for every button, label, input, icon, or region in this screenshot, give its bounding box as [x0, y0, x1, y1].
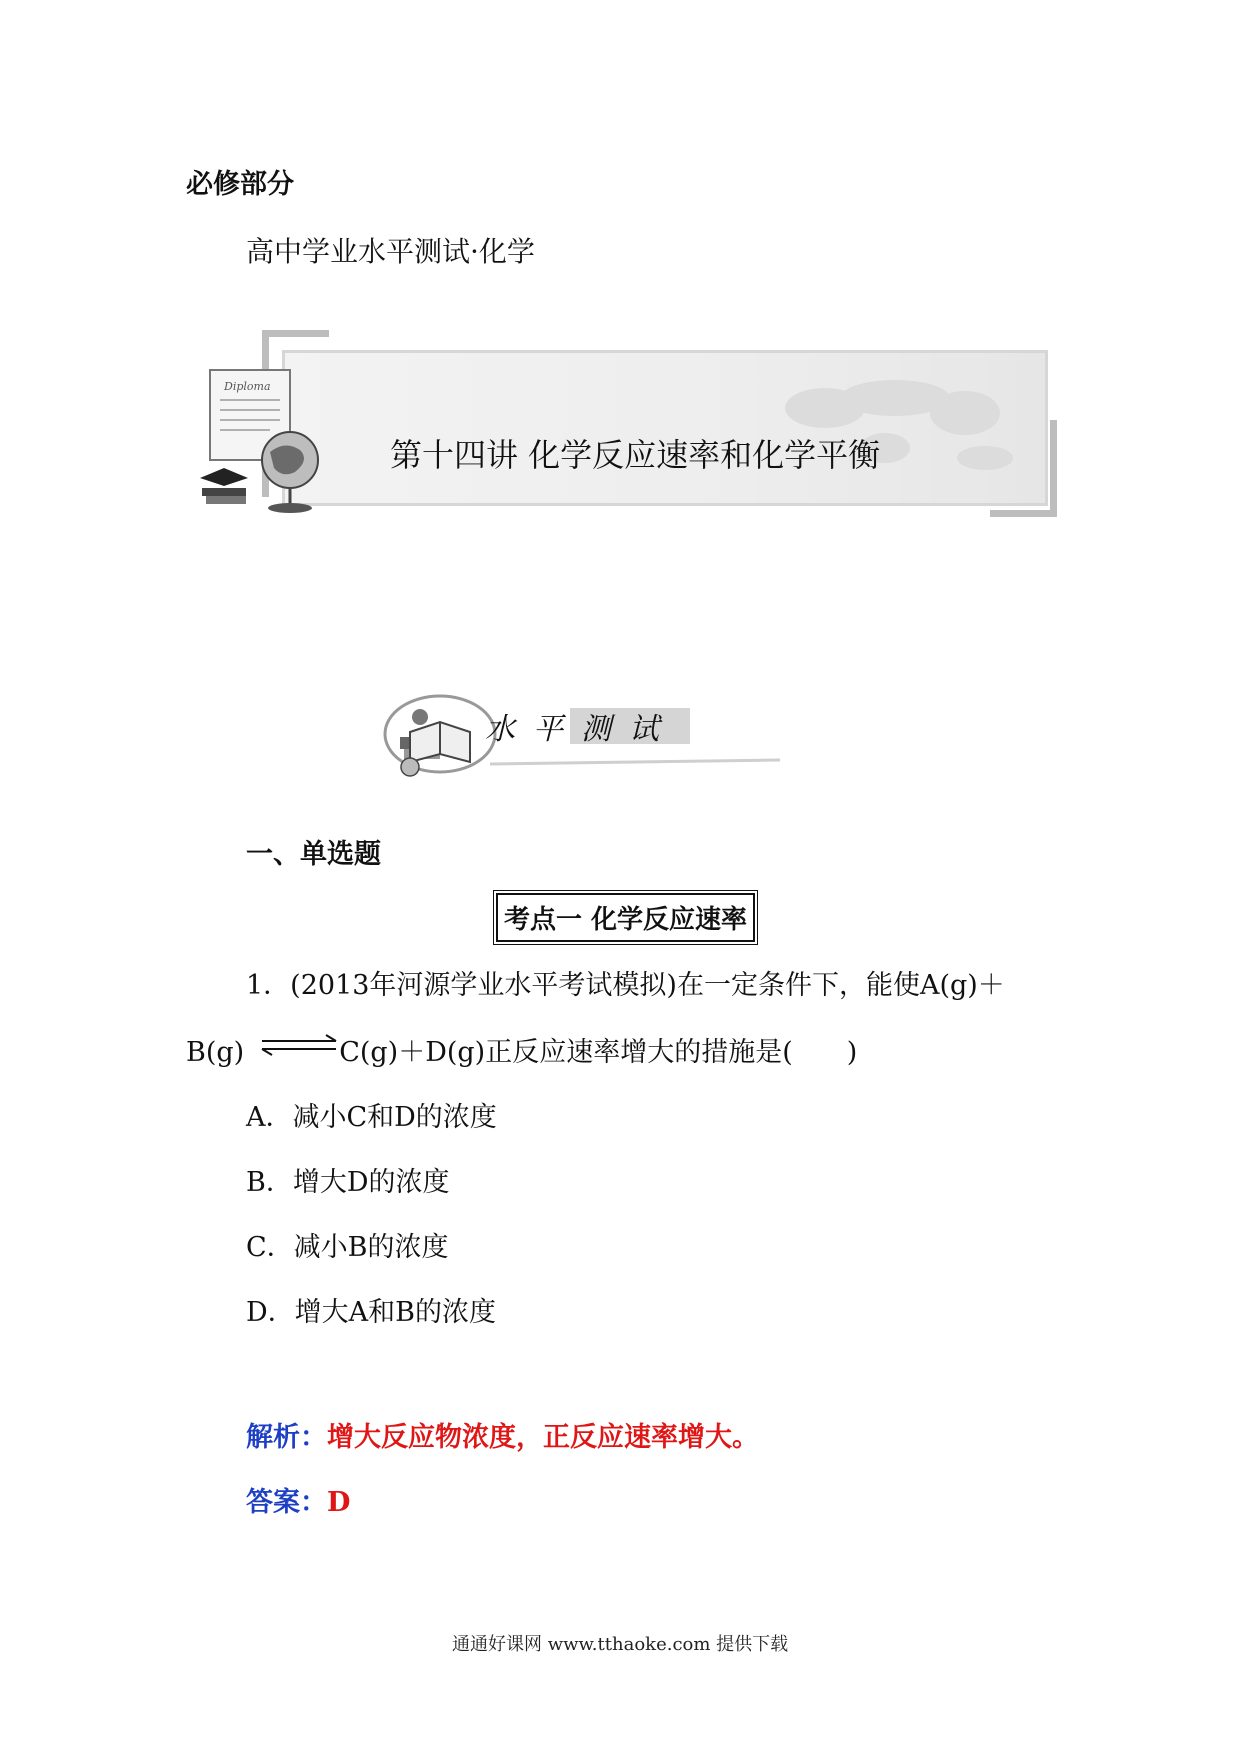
banner-frame-bottom-right	[990, 420, 1057, 517]
explanation	[246, 1415, 759, 1454]
footer-credit: 通通好课网 www.tthaoke.com 提供下载	[452, 1634, 789, 1655]
question-reactant: B(g)	[186, 1037, 245, 1068]
question-line-1: 1．(2013年河源学业水平考试模拟)在一定条件下，能使A(g)＋	[246, 970, 1005, 1001]
topic-box: 考点一 化学反应速率	[496, 893, 755, 942]
diploma-globe-icon	[190, 360, 330, 520]
equilibrium-arrow-icon	[258, 1030, 342, 1060]
option-b: B．增大D的浓度	[246, 1167, 450, 1198]
answer-value: D	[327, 1487, 351, 1518]
answer-label: 答案：	[246, 1487, 327, 1518]
section-badge	[370, 692, 790, 786]
section-heading: 一、单选题	[246, 839, 381, 870]
diploma-word: Diploma	[224, 380, 271, 393]
part-title: 必修部分	[186, 169, 294, 200]
lecture-banner	[190, 330, 1060, 530]
explanation-text: 增大反应物浓度，正反应速率增大。	[327, 1422, 759, 1453]
question-product: C(g)＋D(g)正反应速率增大的措施是( )	[339, 1037, 858, 1068]
explanation-label: 解析：	[246, 1422, 327, 1453]
section-badge-label: 水平测试	[485, 712, 677, 747]
world-map-watermark	[285, 353, 1045, 503]
banner-panel	[282, 350, 1048, 506]
option-a: A．减小C和D的浓度	[246, 1102, 497, 1133]
book-title: 高中学业水平测试·化学	[246, 235, 535, 268]
option-c: C．减小B的浓度	[246, 1232, 449, 1263]
lecture-title: 第十四讲 化学反应速率和化学平衡	[390, 436, 881, 474]
option-d: D．增大A和B的浓度	[246, 1297, 496, 1328]
answer	[246, 1480, 350, 1519]
